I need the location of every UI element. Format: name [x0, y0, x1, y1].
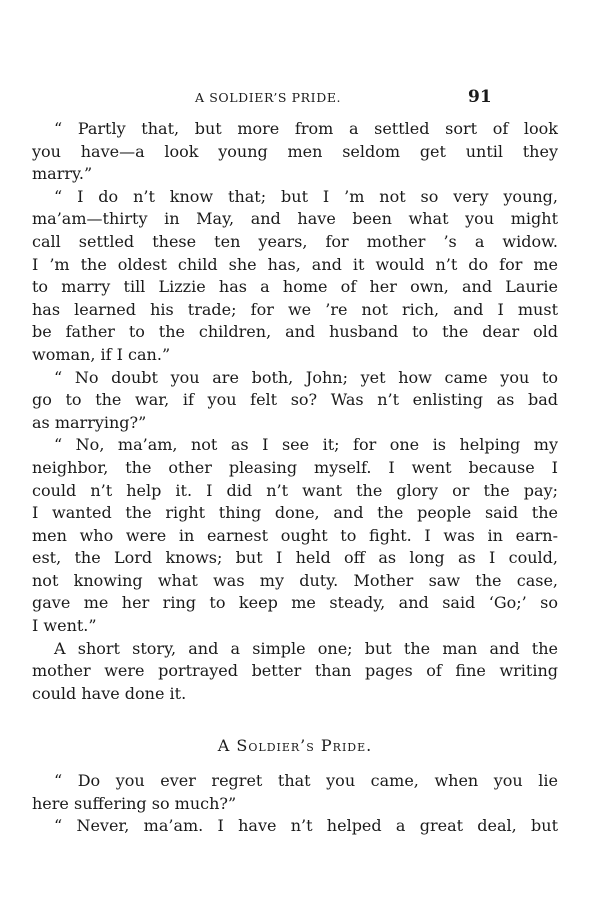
- text-line: gave me her ring to keep me steady, and said ‘Go;’ so: [32, 593, 558, 613]
- text-line: “ Partly that, but more from a settled sort of look: [54, 119, 558, 138]
- text-line: A short story, and a simple one; but the man and the: [54, 638, 558, 658]
- running-head: [0, 87, 590, 110]
- text-line: “ I do n’t know that; but I ’m not so very young,: [54, 186, 558, 206]
- text-line: you have—a look young men seldom get until they: [32, 141, 558, 161]
- text-line: neighbor, the other pleasing myself. I went because I: [32, 457, 558, 477]
- text-line: has learned his trade; for we ’re not rich, and I must: [32, 299, 558, 319]
- text-line: men who were in earnest ought to fight. I was in earn-: [32, 525, 558, 545]
- text-line: go to the war, if you felt so? Was n’t enlisting as bad: [32, 390, 558, 410]
- text-line: mother were portrayed better than pages of fine writing: [32, 661, 558, 681]
- text-line: est, the Lord knows; but I held off as long as I could,: [32, 548, 558, 568]
- text-line: be father to the children, and husband to the dear old: [32, 322, 558, 342]
- text-line: not knowing what was my duty. Mother saw the case,: [32, 570, 558, 590]
- text-line: “ No, ma’am, not as I see it; for one is helping my: [54, 435, 558, 455]
- running-head-title: A SOLDIER’S PRIDE.: [195, 90, 342, 105]
- text-line: “ Do you ever regret that you came, when you lie: [54, 771, 558, 791]
- text-line: I ’m the oldest child she has, and it would n’t do for me: [32, 254, 558, 274]
- text-line: I went.”: [32, 616, 97, 636]
- text-line: marry.”: [32, 164, 93, 184]
- section-heading: A Soldier’s Pride.: [217, 736, 373, 756]
- text-line: could n’t help it. I did n’t want the glory or the pay;: [32, 480, 558, 500]
- text-line: call settled these ten years, for mother ’s a widow.: [32, 231, 558, 251]
- text-line: could have done it.: [32, 683, 187, 703]
- text-line: woman, if I can.”: [32, 344, 171, 364]
- text-line: here suffering so much?”: [32, 793, 237, 813]
- text-line: to marry till Lizzie has a home of her own, and Laurie: [32, 277, 558, 297]
- text-line: “ No doubt you are both, John; yet how came you to: [54, 367, 558, 387]
- page-number: 91: [468, 87, 492, 107]
- body-text: [32, 118, 558, 838]
- text-line: as marrying?”: [32, 412, 147, 432]
- text-line: “ Never, ma’am. I have n’t helped a great deal, but: [54, 816, 558, 836]
- text-line: ma’am—thirty in May, and have been what you might: [32, 209, 558, 229]
- text-line: I wanted the right thing done, and the people said the: [32, 503, 558, 523]
